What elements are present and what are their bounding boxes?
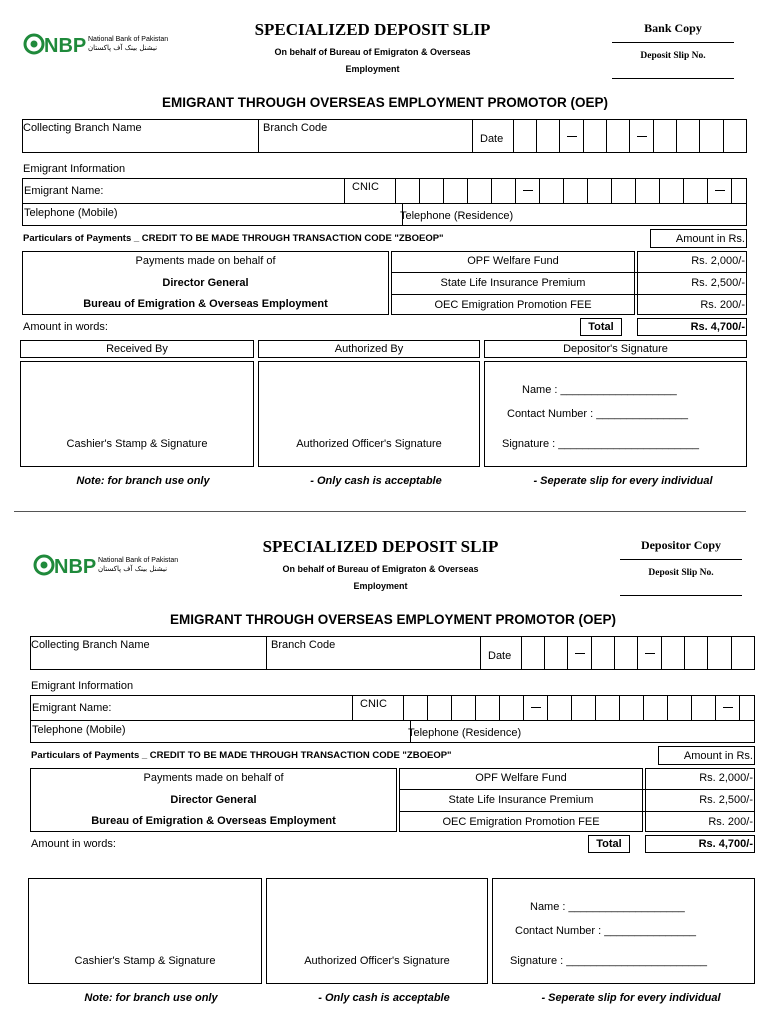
branch-code-label: Branch Code xyxy=(271,639,336,651)
payee-line-1: Payments made on behalf of xyxy=(143,772,284,784)
payment-item-state-life: State Life Insurance Premium xyxy=(448,794,594,806)
amount-in-words-label[interactable]: Amount in words: xyxy=(23,321,108,333)
slip-subtitle-1: On behalf of Bureau of Emigraton & Overseas xyxy=(274,47,471,57)
emigrant-info-label: Emigrant Information xyxy=(23,163,126,175)
collecting-branch-label: Collecting Branch Name xyxy=(23,122,142,134)
cnic-cells[interactable] xyxy=(395,178,747,203)
telephone-mobile-label[interactable]: Telephone (Mobile) xyxy=(32,724,126,736)
deposit-slip-no-label: Deposit Slip No. xyxy=(648,568,714,578)
date-cells[interactable] xyxy=(513,119,747,153)
signature-field[interactable]: Signature : _______________________ xyxy=(502,438,699,450)
collecting-branch-label: Collecting Branch Name xyxy=(31,639,150,651)
total-amount: Rs. 4,700/- xyxy=(690,321,745,333)
payment-item-oec: OEC Emigration Promotion FEE xyxy=(434,299,592,311)
nbp-logo xyxy=(24,30,168,58)
slip-title: SPECIALIZED DEPOSIT SLIP xyxy=(254,20,491,39)
cashier-stamp-label: Cashier's Stamp & Signature xyxy=(74,955,216,967)
payment-amount-oec: Rs. 200/- xyxy=(708,816,753,828)
slip-subtitle-2: Employment xyxy=(353,581,408,591)
payment-item-state-life: State Life Insurance Premium xyxy=(440,277,586,289)
cashier-stamp-box[interactable] xyxy=(28,878,262,984)
payment-item-opf: OPF Welfare Fund xyxy=(467,255,559,267)
nbp-logo xyxy=(34,551,178,579)
telephone-residence-label[interactable]: Telephone (Residence) xyxy=(408,727,522,739)
depositor-signature-label: Depositor's Signature xyxy=(563,343,668,355)
bank-name-en: National Bank of Pakistan xyxy=(98,557,179,564)
particulars-label: Particulars of Payments _ CREDIT TO BE MADE THROUGH TRANSACTION CODE "ZBOEOP" xyxy=(23,233,444,244)
copy-label: Bank Copy xyxy=(644,21,702,35)
received-by-label: Received By xyxy=(106,343,168,355)
payment-amount-state-life: Rs. 2,500/- xyxy=(699,794,753,806)
copy-label: Depositor Copy xyxy=(640,538,722,552)
authorized-by-label: Authorized By xyxy=(334,343,404,355)
payee-line-2: Director General xyxy=(162,277,249,289)
note-branch-use: Note: for branch use only xyxy=(84,992,218,1004)
note-branch-use: Note: for branch use only xyxy=(76,475,210,487)
amount-in-rs-label: Amount in Rs. xyxy=(675,233,745,245)
branch-code-label: Branch Code xyxy=(263,122,328,134)
amount-in-words-label[interactable]: Amount in words: xyxy=(31,838,116,850)
emigrant-info-label: Emigrant Information xyxy=(31,680,134,692)
slip-subtitle-1: On behalf of Bureau of Emigraton & Overseas xyxy=(282,564,479,574)
nbp-logo-icon xyxy=(34,551,97,579)
payment-amount-state-life: Rs. 2,500/- xyxy=(691,277,745,289)
amount-in-rs-label: Amount in Rs. xyxy=(683,750,753,762)
contact-number-field[interactable]: Contact Number : _______________ xyxy=(515,925,697,937)
cnic-label: CNIC xyxy=(352,181,379,193)
depositor-copy-slip xyxy=(8,517,770,1022)
officer-signature-box[interactable] xyxy=(266,878,488,984)
cnic-cells[interactable] xyxy=(403,695,755,720)
oep-heading: EMIGRANT THROUGH OVERSEAS EMPLOYMENT PROMOTOR (OEP) xyxy=(169,612,617,627)
cnic-label: CNIC xyxy=(360,698,387,710)
date-label: Date xyxy=(480,133,504,145)
officer-signature-label: Authorized Officer's Signature xyxy=(296,438,442,450)
name-field[interactable]: Name : ___________________ xyxy=(522,384,677,396)
payment-amount-opf: Rs. 2,000/- xyxy=(699,772,753,784)
emigrant-name-label[interactable]: Emigrant Name: xyxy=(24,185,104,197)
svg-text:NBP: NBP xyxy=(44,35,87,57)
note-separate-slip: - Seperate slip for every individual xyxy=(541,992,721,1004)
payee-line-2: Director General xyxy=(170,794,257,806)
note-cash-only: - Only cash is acceptable xyxy=(310,475,442,487)
payment-amount-oec: Rs. 200/- xyxy=(700,299,745,311)
slip-separator xyxy=(14,511,746,512)
total-amount: Rs. 4,700/- xyxy=(698,838,753,850)
bank-name-ur: نیشنل بینک آف پاکستان xyxy=(88,44,158,52)
bank-copy-slip xyxy=(0,0,770,505)
note-cash-only: - Only cash is acceptable xyxy=(318,992,450,1004)
particulars-label: Particulars of Payments _ CREDIT TO BE MADE THROUGH TRANSACTION CODE "ZBOEOP" xyxy=(31,750,452,761)
signature-field[interactable]: Signature : _______________________ xyxy=(510,955,707,967)
deposit-slip-no-label: Deposit Slip No. xyxy=(640,51,706,61)
date-cells[interactable] xyxy=(521,636,755,670)
bank-name-en: National Bank of Pakistan xyxy=(88,36,169,43)
emigrant-name-label[interactable]: Emigrant Name: xyxy=(32,702,112,714)
cashier-stamp-label: Cashier's Stamp & Signature xyxy=(66,438,208,450)
oep-heading: EMIGRANT THROUGH OVERSEAS EMPLOYMENT PROMOTOR (OEP) xyxy=(161,95,609,110)
note-separate-slip: - Seperate slip for every individual xyxy=(533,475,713,487)
payee-line-1: Payments made on behalf of xyxy=(135,255,276,267)
telephone-mobile-label[interactable]: Telephone (Mobile) xyxy=(24,207,118,219)
payment-item-opf: OPF Welfare Fund xyxy=(475,772,567,784)
total-label: Total xyxy=(588,321,614,333)
slip-subtitle-2: Employment xyxy=(345,64,400,74)
officer-signature-box[interactable] xyxy=(258,361,480,467)
payee-line-3: Bureau of Emigration & Overseas Employment xyxy=(83,298,328,310)
svg-text:NBP: NBP xyxy=(54,556,97,578)
total-label: Total xyxy=(596,838,622,850)
payee-line-3: Bureau of Emigration & Overseas Employment xyxy=(91,815,336,827)
contact-number-field[interactable]: Contact Number : _______________ xyxy=(507,408,689,420)
cashier-stamp-box[interactable] xyxy=(20,361,254,467)
officer-signature-label: Authorized Officer's Signature xyxy=(304,955,450,967)
nbp-logo-icon xyxy=(24,30,87,58)
slip-title: SPECIALIZED DEPOSIT SLIP xyxy=(262,537,499,556)
date-label: Date xyxy=(488,650,512,662)
payment-item-oec: OEC Emigration Promotion FEE xyxy=(442,816,600,828)
bank-name-ur: نیشنل بینک آف پاکستان xyxy=(98,565,168,573)
telephone-residence-label[interactable]: Telephone (Residence) xyxy=(400,210,514,222)
name-field[interactable]: Name : ___________________ xyxy=(530,901,685,913)
payment-amount-opf: Rs. 2,000/- xyxy=(691,255,745,267)
